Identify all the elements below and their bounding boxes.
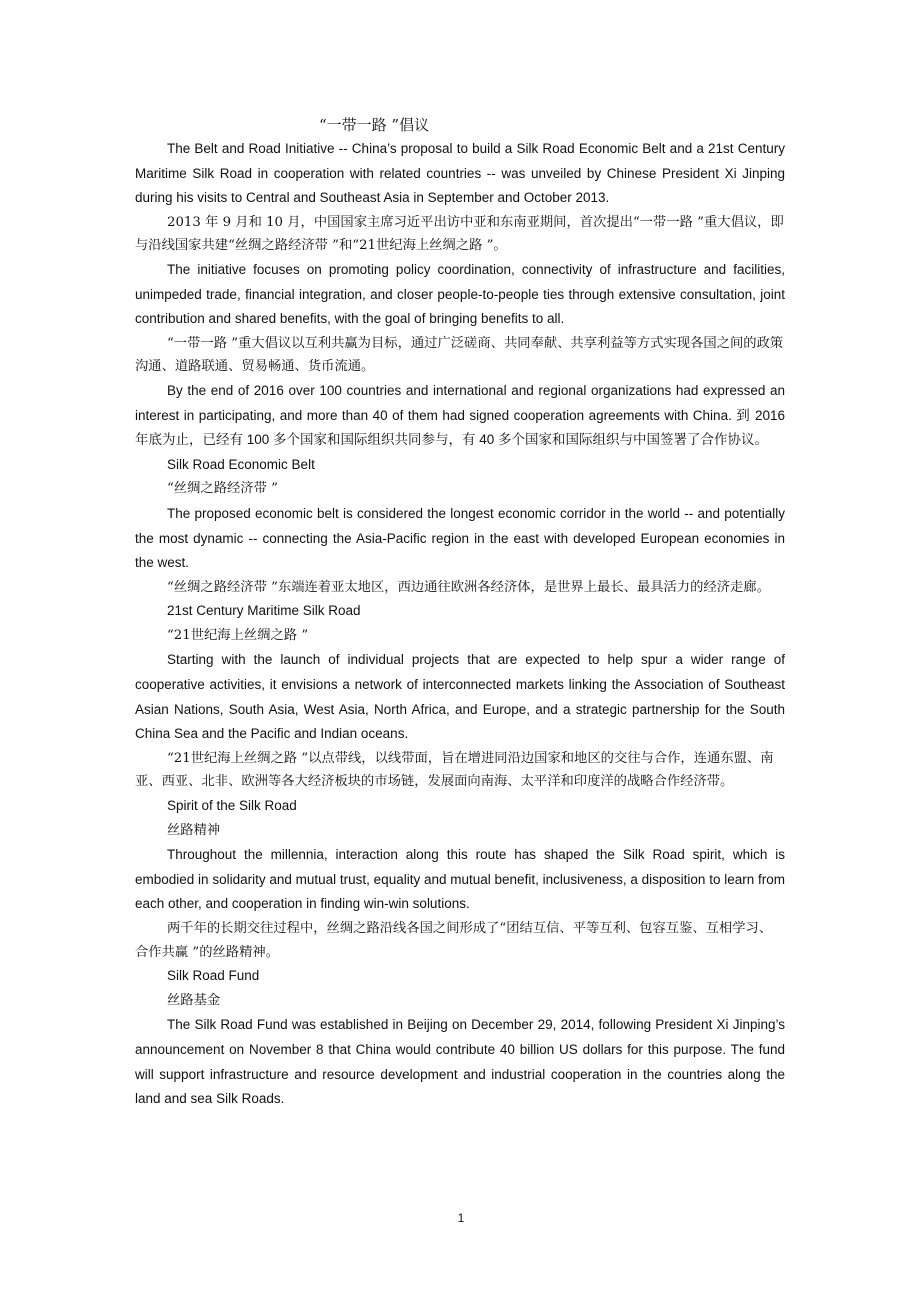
spirit-paragraph-en: Throughout the millennia, interaction along this route has shaped the Silk Road spirit, which is embodied in solidarity and mutual trust, equality and mutual benefit, inclusiveness, a disposition to learn from each other, and cooperation in finding win-win solutions. [135,847,785,912]
section-heading-economic-belt-zh: “丝绸之路经济带 ” [167,481,278,497]
fund-paragraph-en: The Silk Road Fund was established in Beijing on December 29, 2014, following President Xi Jinping’s announcement on November 8 that China would contribute 40 billion US dollars for this purpose. The fund will support infrastructure and resource development and industrial cooperation in the countries along the land and sea Silk Roads. [135,1017,785,1107]
section-heading-fund: Silk Road Fund [167,968,260,984]
section-heading-maritime-silk-road: 21st Century Maritime Silk Road [167,603,361,619]
participation-paragraph: By the end of 2016 over 100 countries and international and regional organizations had expressed an interest in participating, and more than 40 of them had signed cooperation agreements with China. 到 2016 年底为止，已经有 100 多个国家和国际组织共同参与，有 40 多个国家和国际组织与中国签署了合作协议。 [135,382,785,448]
page-number: 1 [457,1211,465,1225]
section-heading-maritime-silk-road-zh: “21世纪海上丝绸之路 ” [167,627,309,643]
section-heading-economic-belt: Silk Road Economic Belt [167,456,315,472]
economic-belt-paragraph-en: The proposed economic belt is considered the longest economic corridor in the world -- and potentially the most dynamic -- connecting the Asia-Pacific region in the east with developed European economies in the west. [135,505,785,571]
focus-paragraph-en: The initiative focuses on promoting policy coordination, connectivity of infrastructure and facilities, unimpeded trade, financial integration, and closer people-to-people ties through extensive consultation, joint contribution and shared benefits, with the goal of bringing benefits to all. [135,261,785,327]
intro-paragraph-en: The Belt and Road Initiative -- China’s proposal to build a Silk Road Economic Belt and a 21st Century Maritime Silk Road in cooperation with related countries -- was unveiled by Chinese President Xi Jinping during his visits to Central and Southeast Asia in September and October 2013. [135,141,785,206]
spirit-paragraph-zh: 两千年的长期交往过程中，丝绸之路沿线各国之间形成了“团结互信、平等互利、包容互鉴、互相学习、合作共赢 ”的丝路精神。 [135,921,773,960]
maritime-paragraph-zh: “21世纪海上丝绸之路 ”以点带线，以线带面，旨在增进同沿边国家和地区的交往与合作，连通东盟、南亚、西亚、北非、欧洲等各大经济板块的市场链，发展面向南海、太平洋和印度洋的战略合作经济带。 [135,750,774,790]
economic-belt-paragraph-zh: “丝绸之路经济带 ”东端连着亚太地区，西边通往欧洲各经济体，是世界上最长、最具活力的经济走廊。 [167,579,770,595]
document-title: “一带一路 ”倡议 [319,116,430,134]
intro-paragraph-zh: 2013 年 9 月和 10 月，中国国家主席习近平出访中亚和东南亚期间，首次提出“一带一路 ”重大倡议，即与沿线国家共建“丝绸之路经济带 ”和“21世纪海上丝绸之路 ”。 [135,214,784,254]
section-heading-fund-zh: 丝路基金 [167,992,221,1008]
maritime-paragraph-en: Starting with the launch of individual projects that are expected to help spur a wider range of cooperative activities, it envisions a network of interconnected markets linking the Association of Southeast Asian Nations, South Asia, West Asia, North Africa, and Europe, and a strategic partnership for the South China Sea and the Pacific and Indian oceans. [135,652,785,742]
section-heading-spirit: Spirit of the Silk Road [167,798,297,814]
section-heading-spirit-zh: 丝路精神 [167,822,221,838]
focus-paragraph-zh: “一带一路 ”重大倡议以互利共赢为目标，通过广泛磋商、共同奉献、共享利益等方式实现各国之间的政策沟通、道路联通、贸易畅通、货币流通。 [135,335,784,375]
document-body [135,113,785,1112]
